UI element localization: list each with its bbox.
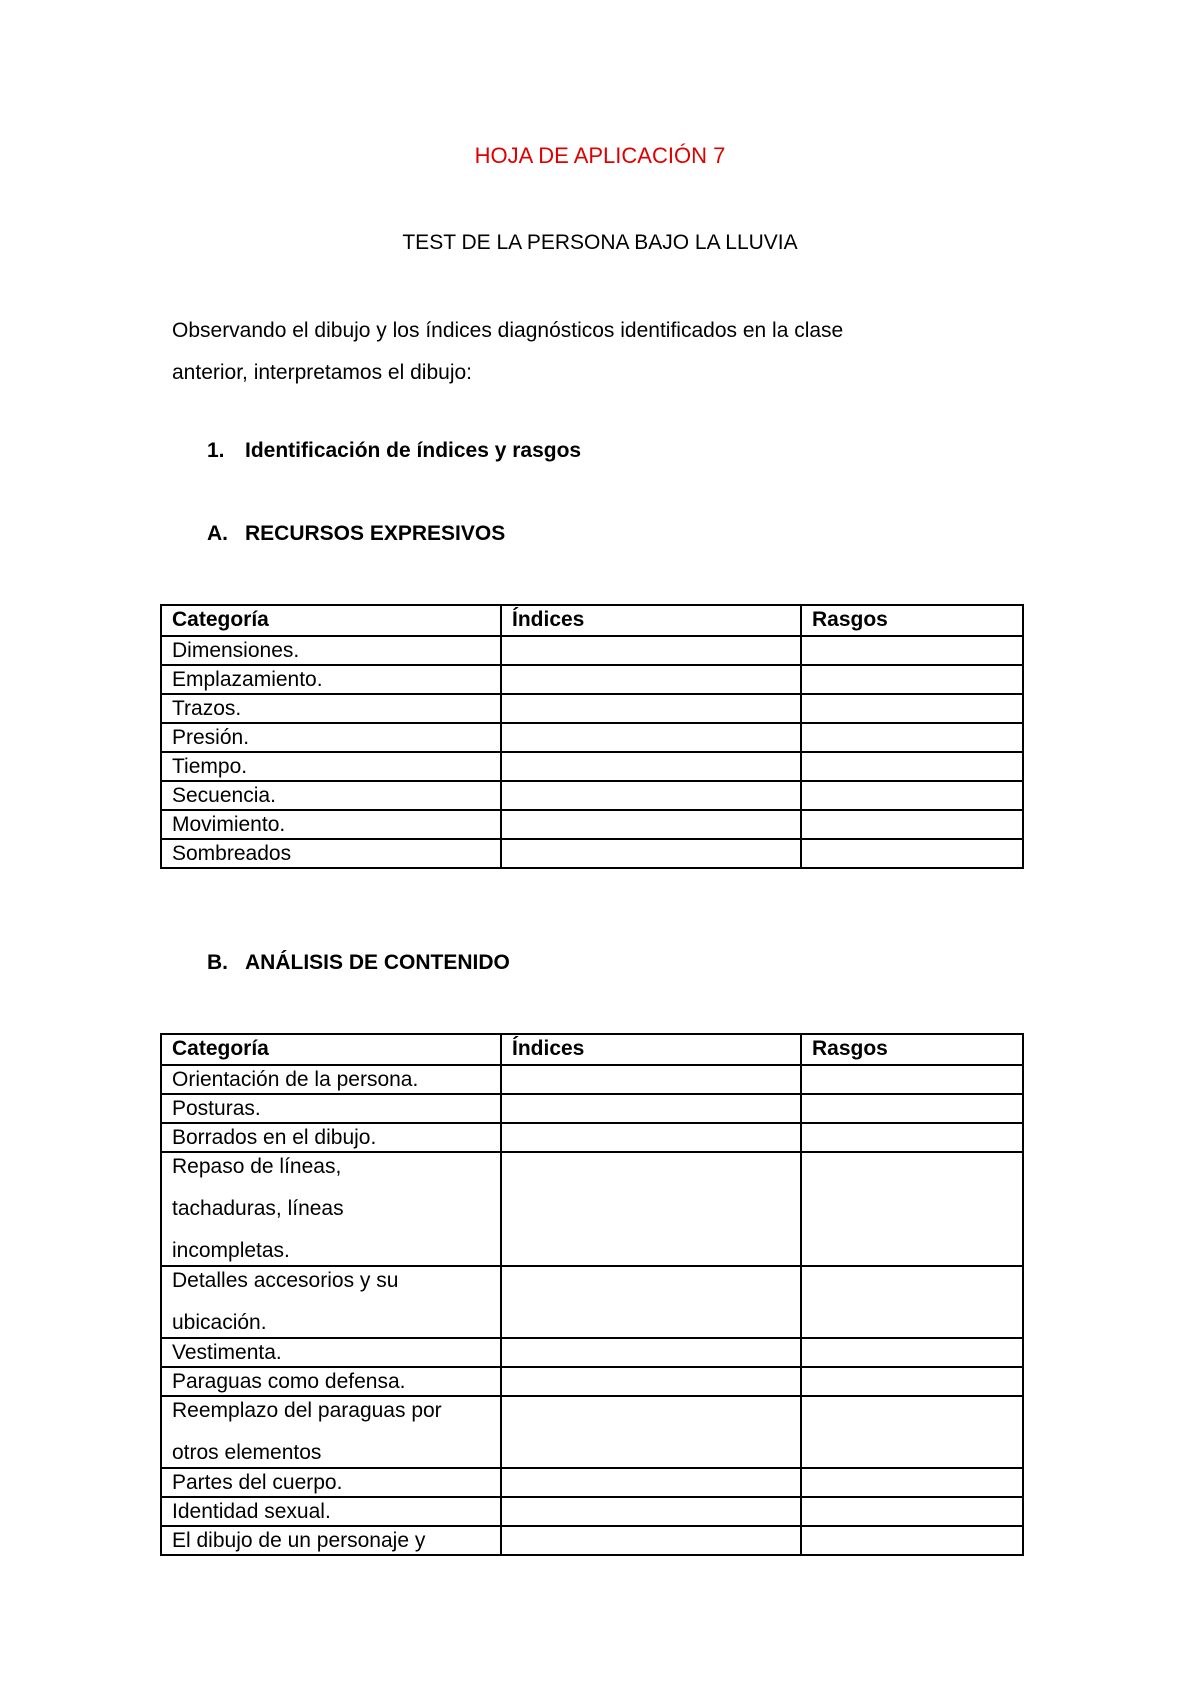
categoria-line: Reemplazo del paraguas por — [172, 1399, 442, 1422]
header-rasgos: Rasgos — [801, 1034, 1023, 1065]
header-indices: Índices — [501, 605, 801, 636]
table-header-row — [161, 1034, 1023, 1065]
indices-cell[interactable] — [501, 1094, 801, 1123]
rasgos-cell[interactable] — [801, 1266, 1023, 1338]
categoria-cell — [161, 1152, 501, 1266]
rasgos-cell[interactable] — [801, 694, 1023, 723]
intro-line: anterior, interpretamos el dibujo: — [172, 361, 472, 384]
table-row — [161, 1266, 1023, 1338]
indices-cell[interactable] — [501, 694, 801, 723]
recursos-expresivos-table — [160, 604, 1024, 869]
header-rasgos: Rasgos — [801, 605, 1023, 636]
categoria-line: ubicación. — [172, 1311, 267, 1334]
indices-cell[interactable] — [501, 1065, 801, 1094]
indices-cell[interactable] — [501, 1123, 801, 1152]
table-row — [161, 1123, 1023, 1152]
section-number: 1. — [207, 439, 225, 462]
indices-cell[interactable] — [501, 1468, 801, 1497]
indices-cell[interactable] — [501, 1266, 801, 1338]
rasgos-cell[interactable] — [801, 1497, 1023, 1526]
section-number: A. — [207, 522, 228, 545]
indices-cell[interactable] — [501, 1526, 801, 1555]
table-row — [161, 1497, 1023, 1526]
categoria-cell: Paraguas como defensa. — [161, 1367, 501, 1396]
table-row — [161, 1526, 1023, 1555]
categoria-cell: Movimiento. — [161, 810, 501, 839]
table-row — [161, 781, 1023, 810]
categoria-cell: Borrados en el dibujo. — [161, 1123, 501, 1152]
indices-cell[interactable] — [501, 636, 801, 665]
section-number: B. — [207, 951, 228, 974]
table-row — [161, 1094, 1023, 1123]
page-title: HOJA DE APLICACIÓN 7 — [474, 143, 726, 168]
indices-cell[interactable] — [501, 665, 801, 694]
rasgos-cell[interactable] — [801, 1396, 1023, 1468]
categoria-cell: Presión. — [161, 723, 501, 752]
categoria-cell: Partes del cuerpo. — [161, 1468, 501, 1497]
rasgos-cell[interactable] — [801, 1468, 1023, 1497]
indices-cell[interactable] — [501, 839, 801, 868]
indices-cell[interactable] — [501, 1152, 801, 1266]
table-row — [161, 1468, 1023, 1497]
rasgos-cell[interactable] — [801, 810, 1023, 839]
categoria-cell: Sombreados — [161, 839, 501, 868]
table-row — [161, 665, 1023, 694]
categoria-cell: Tiempo. — [161, 752, 501, 781]
section-label: Identificación de índices y rasgos — [245, 439, 582, 462]
categoria-cell: El dibujo de un personaje y — [161, 1526, 501, 1555]
categoria-line: otros elementos — [172, 1441, 322, 1464]
table-row — [161, 752, 1023, 781]
rasgos-cell[interactable] — [801, 665, 1023, 694]
indices-cell[interactable] — [501, 1396, 801, 1468]
table-row — [161, 1338, 1023, 1367]
rasgos-cell[interactable] — [801, 1123, 1023, 1152]
categoria-cell: Dimensiones. — [161, 636, 501, 665]
rasgos-cell[interactable] — [801, 636, 1023, 665]
indices-cell[interactable] — [501, 752, 801, 781]
rasgos-cell[interactable] — [801, 1526, 1023, 1555]
indices-cell[interactable] — [501, 1338, 801, 1367]
categoria-cell: Posturas. — [161, 1094, 501, 1123]
indices-cell[interactable] — [501, 781, 801, 810]
categoria-line: Detalles accesorios y su — [172, 1269, 399, 1292]
analisis-contenido-table — [160, 1033, 1024, 1556]
rasgos-cell[interactable] — [801, 1094, 1023, 1123]
indices-cell[interactable] — [501, 810, 801, 839]
intro-paragraph — [172, 310, 972, 394]
header-categoria: Categoría — [161, 1034, 501, 1065]
categoria-cell — [161, 1266, 501, 1338]
section-label: ANÁLISIS DE CONTENIDO — [245, 951, 510, 974]
section-label: RECURSOS EXPRESIVOS — [245, 522, 506, 545]
table-row — [161, 1065, 1023, 1094]
categoria-cell: Vestimenta. — [161, 1338, 501, 1367]
header-categoria: Categoría — [161, 605, 501, 636]
indices-cell[interactable] — [501, 723, 801, 752]
categoria-line: Repaso de líneas, — [172, 1155, 342, 1178]
categoria-line: incompletas. — [172, 1239, 290, 1262]
table-row — [161, 810, 1023, 839]
rasgos-cell[interactable] — [801, 781, 1023, 810]
categoria-line: tachaduras, líneas — [172, 1197, 344, 1220]
rasgos-cell[interactable] — [801, 723, 1023, 752]
table-row — [161, 1152, 1023, 1266]
table-row — [161, 839, 1023, 868]
categoria-cell: Secuencia. — [161, 781, 501, 810]
rasgos-cell[interactable] — [801, 839, 1023, 868]
table-row — [161, 1396, 1023, 1468]
section-heading-identificacion — [207, 438, 581, 464]
indices-cell[interactable] — [501, 1497, 801, 1526]
table-header-row — [161, 605, 1023, 636]
categoria-cell: Identidad sexual. — [161, 1497, 501, 1526]
rasgos-cell[interactable] — [801, 752, 1023, 781]
categoria-cell: Trazos. — [161, 694, 501, 723]
page-subtitle: TEST DE LA PERSONA BAJO LA LLUVIA — [402, 231, 798, 254]
rasgos-cell[interactable] — [801, 1065, 1023, 1094]
categoria-cell: Emplazamiento. — [161, 665, 501, 694]
header-indices: Índices — [501, 1034, 801, 1065]
rasgos-cell[interactable] — [801, 1338, 1023, 1367]
table-row — [161, 636, 1023, 665]
section-heading-analisis-contenido — [207, 950, 510, 976]
section-heading-recursos-expresivos — [207, 521, 505, 547]
table-row — [161, 694, 1023, 723]
indices-cell[interactable] — [501, 1367, 801, 1396]
intro-line: Observando el dibujo y los índices diagnósticos identificados en la clase — [172, 319, 844, 342]
table-row — [161, 723, 1023, 752]
table-row — [161, 1367, 1023, 1396]
rasgos-cell[interactable] — [801, 1367, 1023, 1396]
categoria-cell: Orientación de la persona. — [161, 1065, 501, 1094]
rasgos-cell[interactable] — [801, 1152, 1023, 1266]
categoria-cell — [161, 1396, 501, 1468]
